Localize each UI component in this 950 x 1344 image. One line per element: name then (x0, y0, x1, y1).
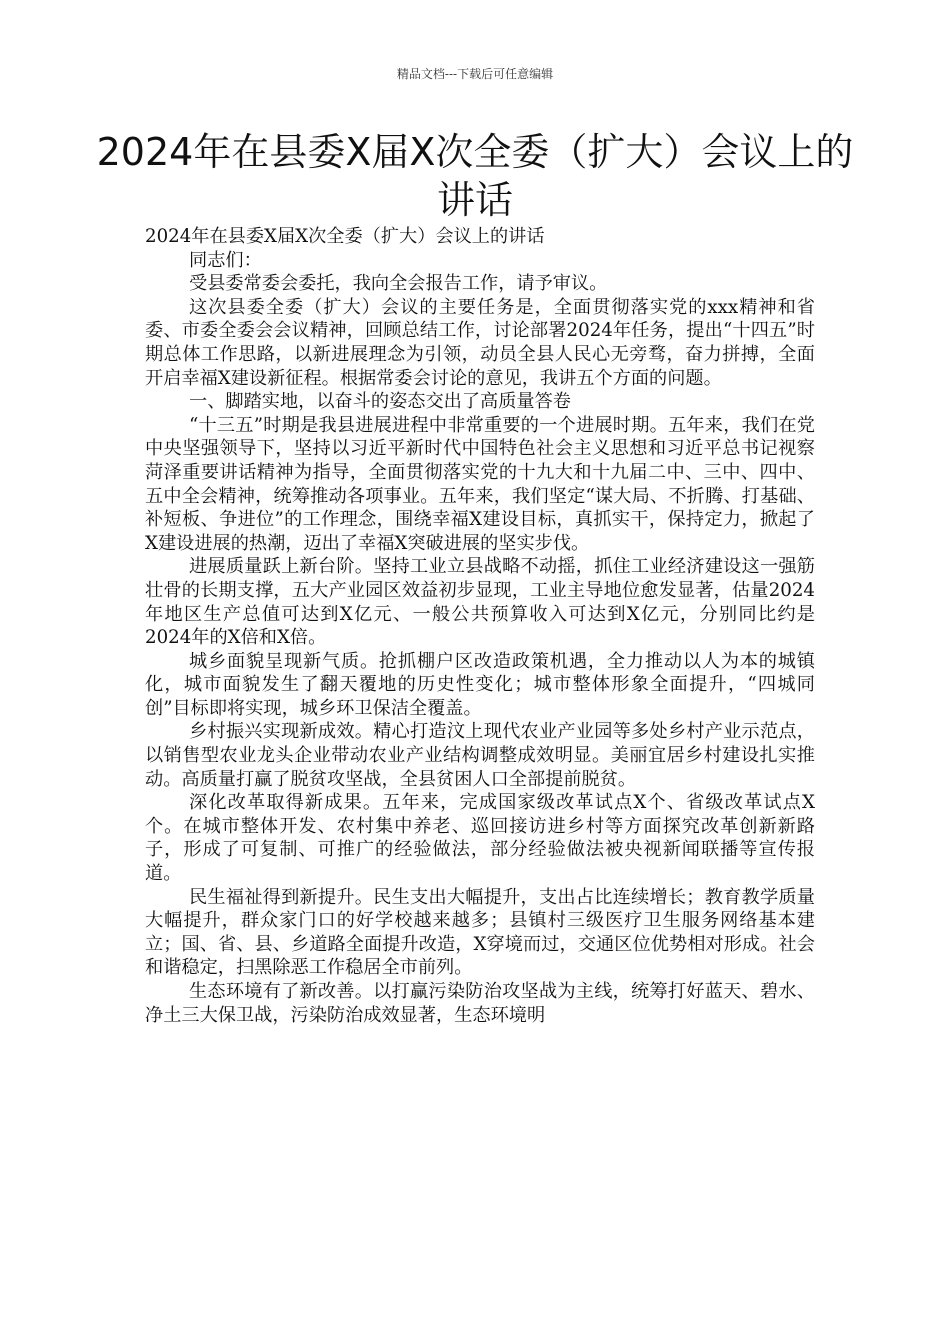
section-heading-1: 一、脚踏实地，以奋斗的姿态交出了高质量答卷 (189, 391, 571, 413)
watermark-header: 精品文档---下载后可任意编辑 (396, 67, 554, 81)
document-subtitle: 2024年在县委X届X次全委（扩大）会议上的讲话 (145, 226, 545, 247)
salutation: 同志们： (189, 249, 262, 271)
paragraph-3: “十三五”时期是我县进展进程中非常重要的一个进展时期。五年来，我们在党中央坚强领导下，坚持以习近平新时代中国特色社会主义思想和习近平总书记视察菏泽重要讲话精神为指导，全面贯彻落实党的十九大和十九届二中、三中、四中、五中全会精神，统筹推动各项事业。五年来，我们坚定“谋大局、不折腾、打基础、补短板、争进位”的工作理念，围绕幸福X建设目标，真抓实干，保持定力，掀起了X建设进展的热潮，迈出了幸福X突破进展的坚实步伐。 (145, 414, 815, 554)
document-body (145, 225, 815, 1027)
paragraph-4: 进展质量跃上新台阶。坚持工业立县战略不动摇，抓住工业经济建设这一强筋壮骨的长期支撑，五大产业园区效益初步显现，工业主导地位愈发显著，估量2024年地区生产总值可达到X亿元、一般公共预算收入可达到X亿元，分别同比约是2024年的X倍和X倍。 (145, 556, 815, 649)
paragraph-2: 这次县委全委（扩大）会议的主要任务是，全面贯彻落实党的xxx精神和省委、市委全委会会议精神，回顾总结工作，讨论部署2024年任务，提出“十四五”时期总体工作思路，以新进展理念为引领，动员全县人民心无旁骛，奋力拼搏，全面开启幸福X建设新征程。根据常委会讨论的意见，我讲五个方面的问题。 (145, 296, 815, 389)
paragraph-1: 受县委常委会委托，我向全会报告工作，请予审议。 (189, 273, 608, 295)
paragraph-7: 深化改革取得新成果。五年来，完成国家级改革试点X个、省级改革试点X个。在城市整体开发、农村集中养老、巡回接访进乡村等方面探究改革创新新路子，形成了可复制、可推广的经验做法，部分经验做法被央视新闻联播等宣传报道。 (145, 792, 815, 885)
paragraph-5: 城乡面貌呈现新气质。抢抓棚户区改造政策机遇，全力推动以人为本的城镇化，城市面貌发生了翻天覆地的历史性变化；城市整体形象全面提升，“四城同创”目标即将实现，城乡环卫保洁全覆盖。 (145, 650, 815, 719)
document-title: 2024年在县委X届X次全委（扩大）会议上的讲话 (96, 130, 854, 222)
paragraph-6: 乡村振兴实现新成效。精心打造汶上现代农业产业园等多处乡村产业示范点，以销售型农业龙头企业带动农业产业结构调整成效明显。美丽宜居乡村建设扎实推动。高质量打赢了脱贫攻坚战，全县贫困人口全部提前脱贫。 (145, 721, 815, 790)
paragraph-8: 民生福祉得到新提升。民生支出大幅提升，支出占比连续增长；教育教学质量大幅提升，群众家门口的好学校越来越多；县镇村三级医疗卫生服务网络基本建立；国、省、县、乡道路全面提升改造，X穿境而过，交通区位优势相对形成。社会和谐稳定，扫黑除恶工作稳居全市前列。 (145, 886, 815, 979)
paragraph-9: 生态环境有了新改善。以打赢污染防治攻坚战为主线，统筹打好蓝天、碧水、净土三大保卫战，污染防治成效显著，生态环境明 (145, 981, 815, 1026)
